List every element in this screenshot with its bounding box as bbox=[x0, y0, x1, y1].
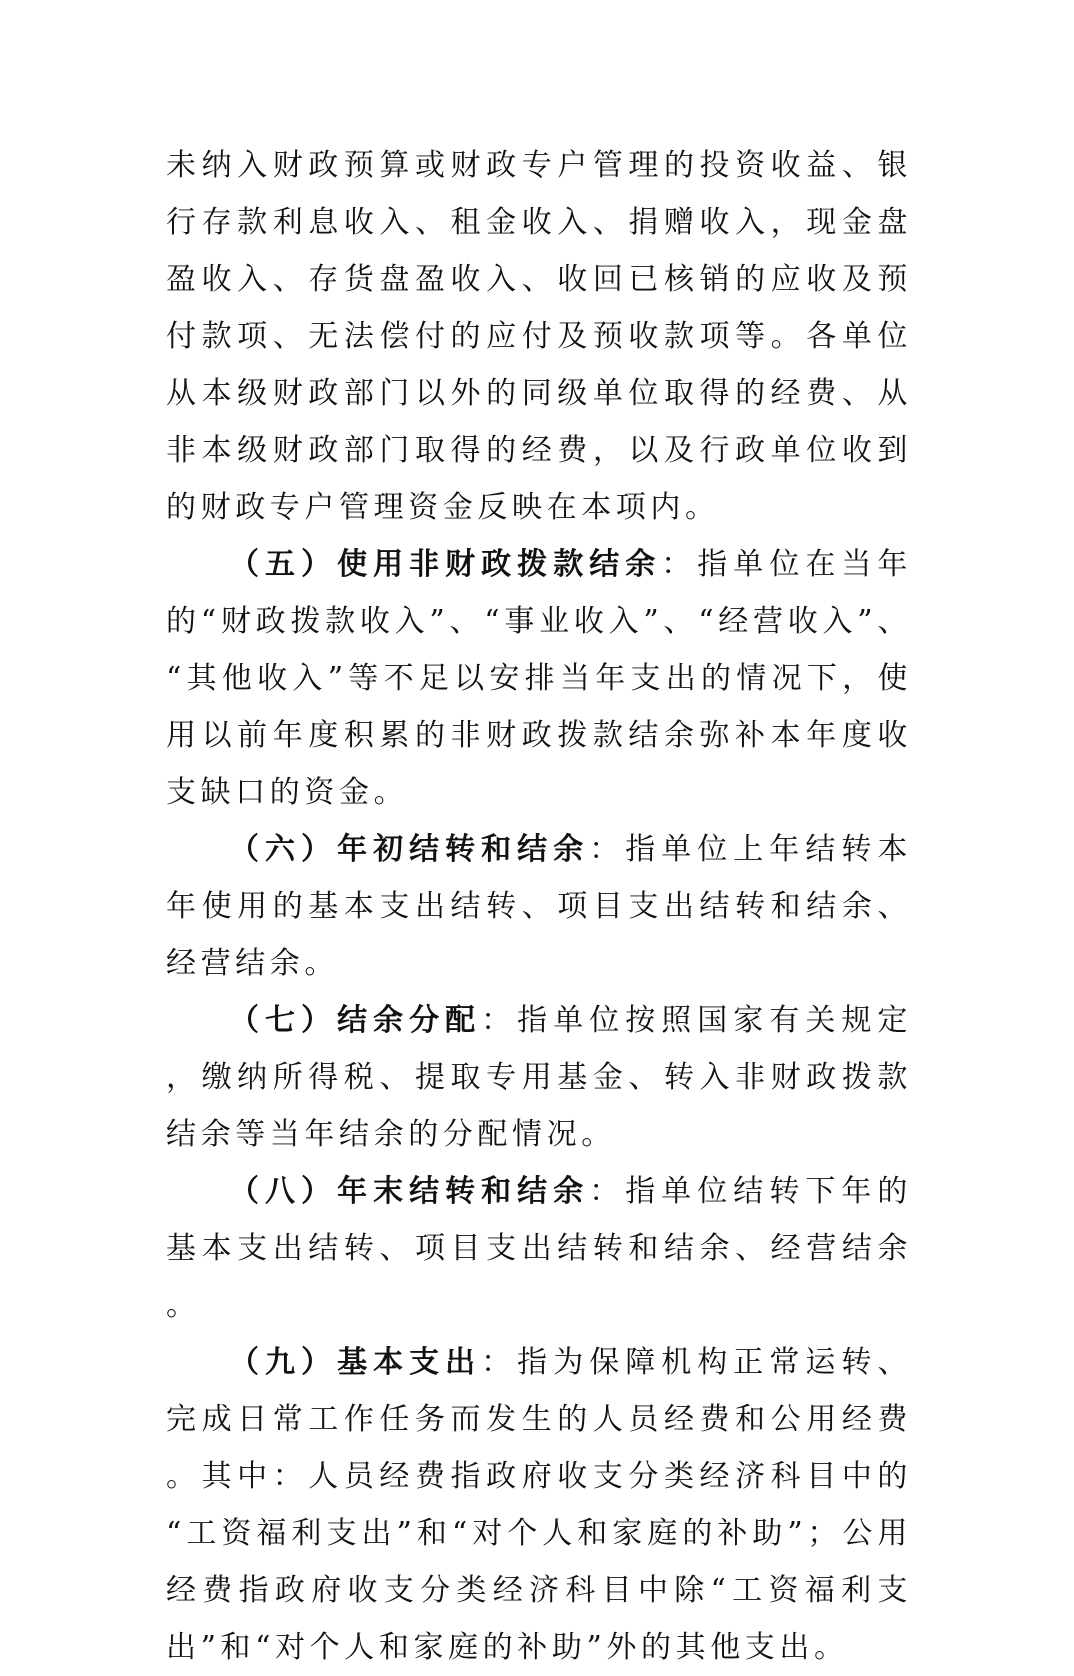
paragraph-basic-expenditure bbox=[166, 1334, 912, 1676]
term-heading: （六）年初结转和结余 bbox=[229, 832, 590, 867]
paragraph-closing-carryover bbox=[166, 1163, 912, 1334]
paragraph-text: 未纳入财政预算或财政专户管理的投资收益、银行存款利息收入、租金收入、捐赠收入，现金盘盈收入、存货盘盈收入、收回已核销的应收及预付款项、无法偿付的应付及预收款项等。各单位从本级财政部门以外的同级单位取得的经费、从非本级财政部门取得的经费，以及行政单位收到的财政专户管理资金反映在本项内。 bbox=[166, 148, 912, 525]
paragraph-text: ：指为保障机构正常运转、完成日常工作任务而发生的人员经费和公用经费。其中：人员经费指政府收支分类经济科目中的“工资福利支出”和“对个人和家庭的补助”；公用经费指政府收支分类经济科目中除“工资福利支出”和“对个人和家庭的补助”外的其他支出。 bbox=[166, 1345, 912, 1665]
paragraph-non-fiscal-surplus-use bbox=[166, 536, 912, 821]
paragraph-text: ：指单位上年结转本年使用的基本支出结转、项目支出结转和结余、经营结余。 bbox=[166, 832, 912, 981]
term-heading: （九）基本支出 bbox=[229, 1345, 482, 1380]
term-heading: （七）结余分配 bbox=[229, 1003, 482, 1038]
paragraph-text: ：指单位按照国家有关规定，缴纳所得税、提取专用基金、转入非财政拨款结余等当年结余的分配情况。 bbox=[166, 1003, 912, 1152]
paragraph-opening-carryover bbox=[166, 821, 912, 992]
paragraph-surplus-distribution bbox=[166, 992, 912, 1163]
term-heading: （五）使用非财政拨款结余 bbox=[229, 547, 662, 582]
paragraph-text: ：指单位在当年的“财政拨款收入”、“事业收入”、“经营收入”、“其他收入”等不足以安排当年支出的情况下，使用以前年度积累的非财政拨款结余弥补本年度收支缺口的资金。 bbox=[166, 547, 912, 810]
term-heading: （八）年末结转和结余 bbox=[229, 1174, 590, 1209]
document-body bbox=[166, 137, 912, 1676]
paragraph-income-continuation bbox=[166, 137, 912, 536]
paragraph-text: ：指单位结转下年的基本支出结转、项目支出结转和结余、经营结余。 bbox=[166, 1174, 912, 1323]
